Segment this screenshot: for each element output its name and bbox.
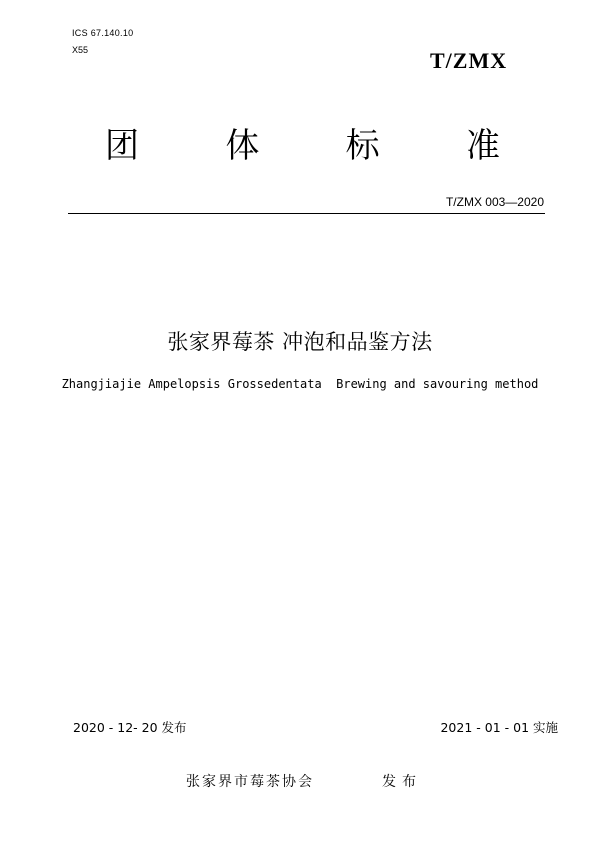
standard-logo: T/ZMX [430,48,508,73]
implementation-date: 2021 - 01 - 01 实施 [440,720,558,735]
document-type-title [105,118,500,167]
header-divider [68,213,545,214]
classification-code: X55 [72,45,89,55]
english-title: Zhangjiajie Ampelopsis Grossedentata Brewing and savouring method [61,377,539,391]
title-char-4: 准 [465,126,500,166]
ics-code: ICS 67.140.10 [72,28,134,38]
title-char-3: 标 [345,126,380,166]
issue-date: 2020 - 12- 20 发布 [73,720,187,735]
standard-number: T/ZMX 003—2020 [445,195,544,209]
publisher-name: 张家界市莓茶协会 [186,774,314,790]
title-char-1: 团 [105,126,139,166]
chinese-title: 张家界莓茶 冲泡和品鉴方法 [167,330,433,354]
title-char-2: 体 [225,126,260,166]
publish-label: 发布 [382,774,422,790]
